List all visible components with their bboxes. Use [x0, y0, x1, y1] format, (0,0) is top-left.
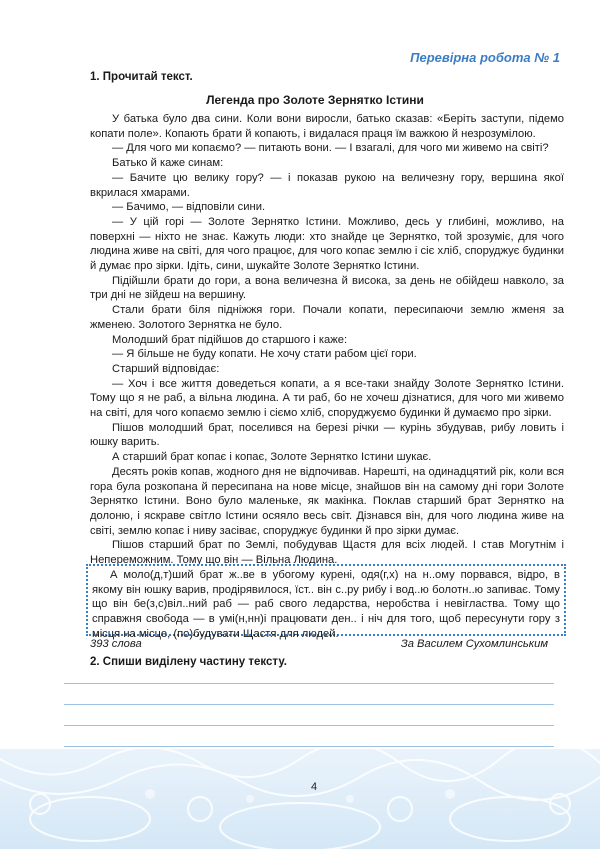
highlighted-text: А моло(д,т)ший брат ж..ве в убогому курені, одя(г,х) на н..ому порвався, відро, в якому він юшку варив, продірявилося, їст.. він с..ру рибу і вод..ю болотн..ю запиває. Тому що він бе(з,с)віл..ний раб — раб свого ледарства, неробства і невігластва. Тому що справжня свобода — в умі(н,нн)і працювати ден.. і ніч для того, щоб пересунути гору з місця на місце, (по)будувати Щастя для людей. — [92, 569, 560, 640]
task-2-instruction: 2. Спиши виділену частину тексту. — [90, 656, 287, 668]
writing-line[interactable] — [64, 704, 554, 705]
writing-line[interactable] — [64, 683, 554, 684]
paragraph: Стали брати біля підніжжя гори. Почали копати, пересипаючи землю жменя за жменею. Золотого Зернятка не було. — [90, 304, 564, 331]
paragraph: Батько й каже синам: — [112, 157, 224, 170]
decorative-lace-band — [0, 749, 600, 849]
word-count: 393 слова — [90, 638, 142, 650]
paragraph: Пішов старший брат по Землі, побудував Щастя для всіх людей. І став Могутнім і Непереможним. Тому що він — Вільна Людина. — [90, 539, 564, 567]
writing-line[interactable] — [64, 725, 554, 726]
paragraph: — Для чого ми копаємо? — питають вони. — І взагалі, для чого ми живемо на світі? — [112, 142, 549, 155]
paragraph: — Бачимо, — відповіли сини. — [112, 201, 266, 214]
lace-ornament-icon — [0, 749, 600, 849]
paragraph: — Бачите цю велику гору? — і показав рукою на величезну гору, вершина якої вкрилася хмарами. — [90, 171, 564, 199]
paragraph: Молодший брат підійшов до старшого і каже: — [112, 333, 348, 346]
paragraph: Пішов молодший брат, поселився на березі річки — курінь збудував, рибу ловить і юшку варить. — [90, 421, 564, 449]
task-1-instruction: 1. Прочитай текст. — [90, 71, 193, 83]
paragraph: У батька було два сини. Коли вони виросли, батько сказав: «Беріть заступи, підемо копати поле». Копають брати й копають, і видалася праця їм важкою й незрозумілою. — [90, 113, 564, 140]
paragraph: Підійшли брати до гори, а вона величезна й висока, за день не обійдеш навколо, за три дні не зійдеш на вершину. — [90, 274, 564, 302]
story-title: Легенда про Золоте Зернятко Істини — [206, 93, 424, 107]
paragraph: Десять років копав, жодного дня не відпочивав. Нарешті, на одинадцятий рік, коли вся гора була розкопана й пересипана на нове місце, знайшов він на самому дні гори Золоте Зернятко Істини. Воно було маленьке, як макінка. Поклав старший брат Зернятко на долоню, і яскраве світло Істини осяяло весь світ. Дізнався він, для чого людина живе на світі, землю копає і ниву засіває, споруджує будинки й про зірки думає. — [90, 465, 564, 537]
test-title: Перевірна робота № 1 — [410, 50, 560, 65]
paragraph: — У цій горі — Золоте Зернятко Істини. Можливо, десь у глибині, можливо, на поверхні — ніхто не знає. Кажуть люди: хто знайде це Зернятко, той зрозуміє, для чого людина живе на світі, для чого працює, для чого копає землю і сіє хліб, споруджує будинки й думає про зірки. Ідіть, сини, шукайте Золоте Зернятко Істини. — [90, 215, 564, 273]
highlighted-passage — [86, 564, 566, 640]
paragraph: — Хоч і все життя доведеться копати, а я все-таки знайду Золоте Зернятко Істини. Тому що я не раб, а вільна людина. А ти раб, бо не хочеш дізнатися, для чого ми живемо на світі, для чого копаємо землю і сіємо хліб, споруджуємо будинки й думаємо про зірки. — [90, 377, 564, 420]
paragraph: Старший відповідає: — [112, 362, 220, 375]
story-text — [90, 112, 564, 568]
writing-line[interactable] — [64, 746, 554, 747]
paragraph: А старший брат копає і копає, Золоте Зернятко Істини шукає. — [112, 451, 432, 464]
author-credit: За Василем Сухомлинським — [400, 638, 548, 650]
paragraph: — Я більше не буду копати. Не хочу стати рабом цієї гори. — [112, 348, 417, 361]
page-number: 4 — [310, 781, 318, 793]
